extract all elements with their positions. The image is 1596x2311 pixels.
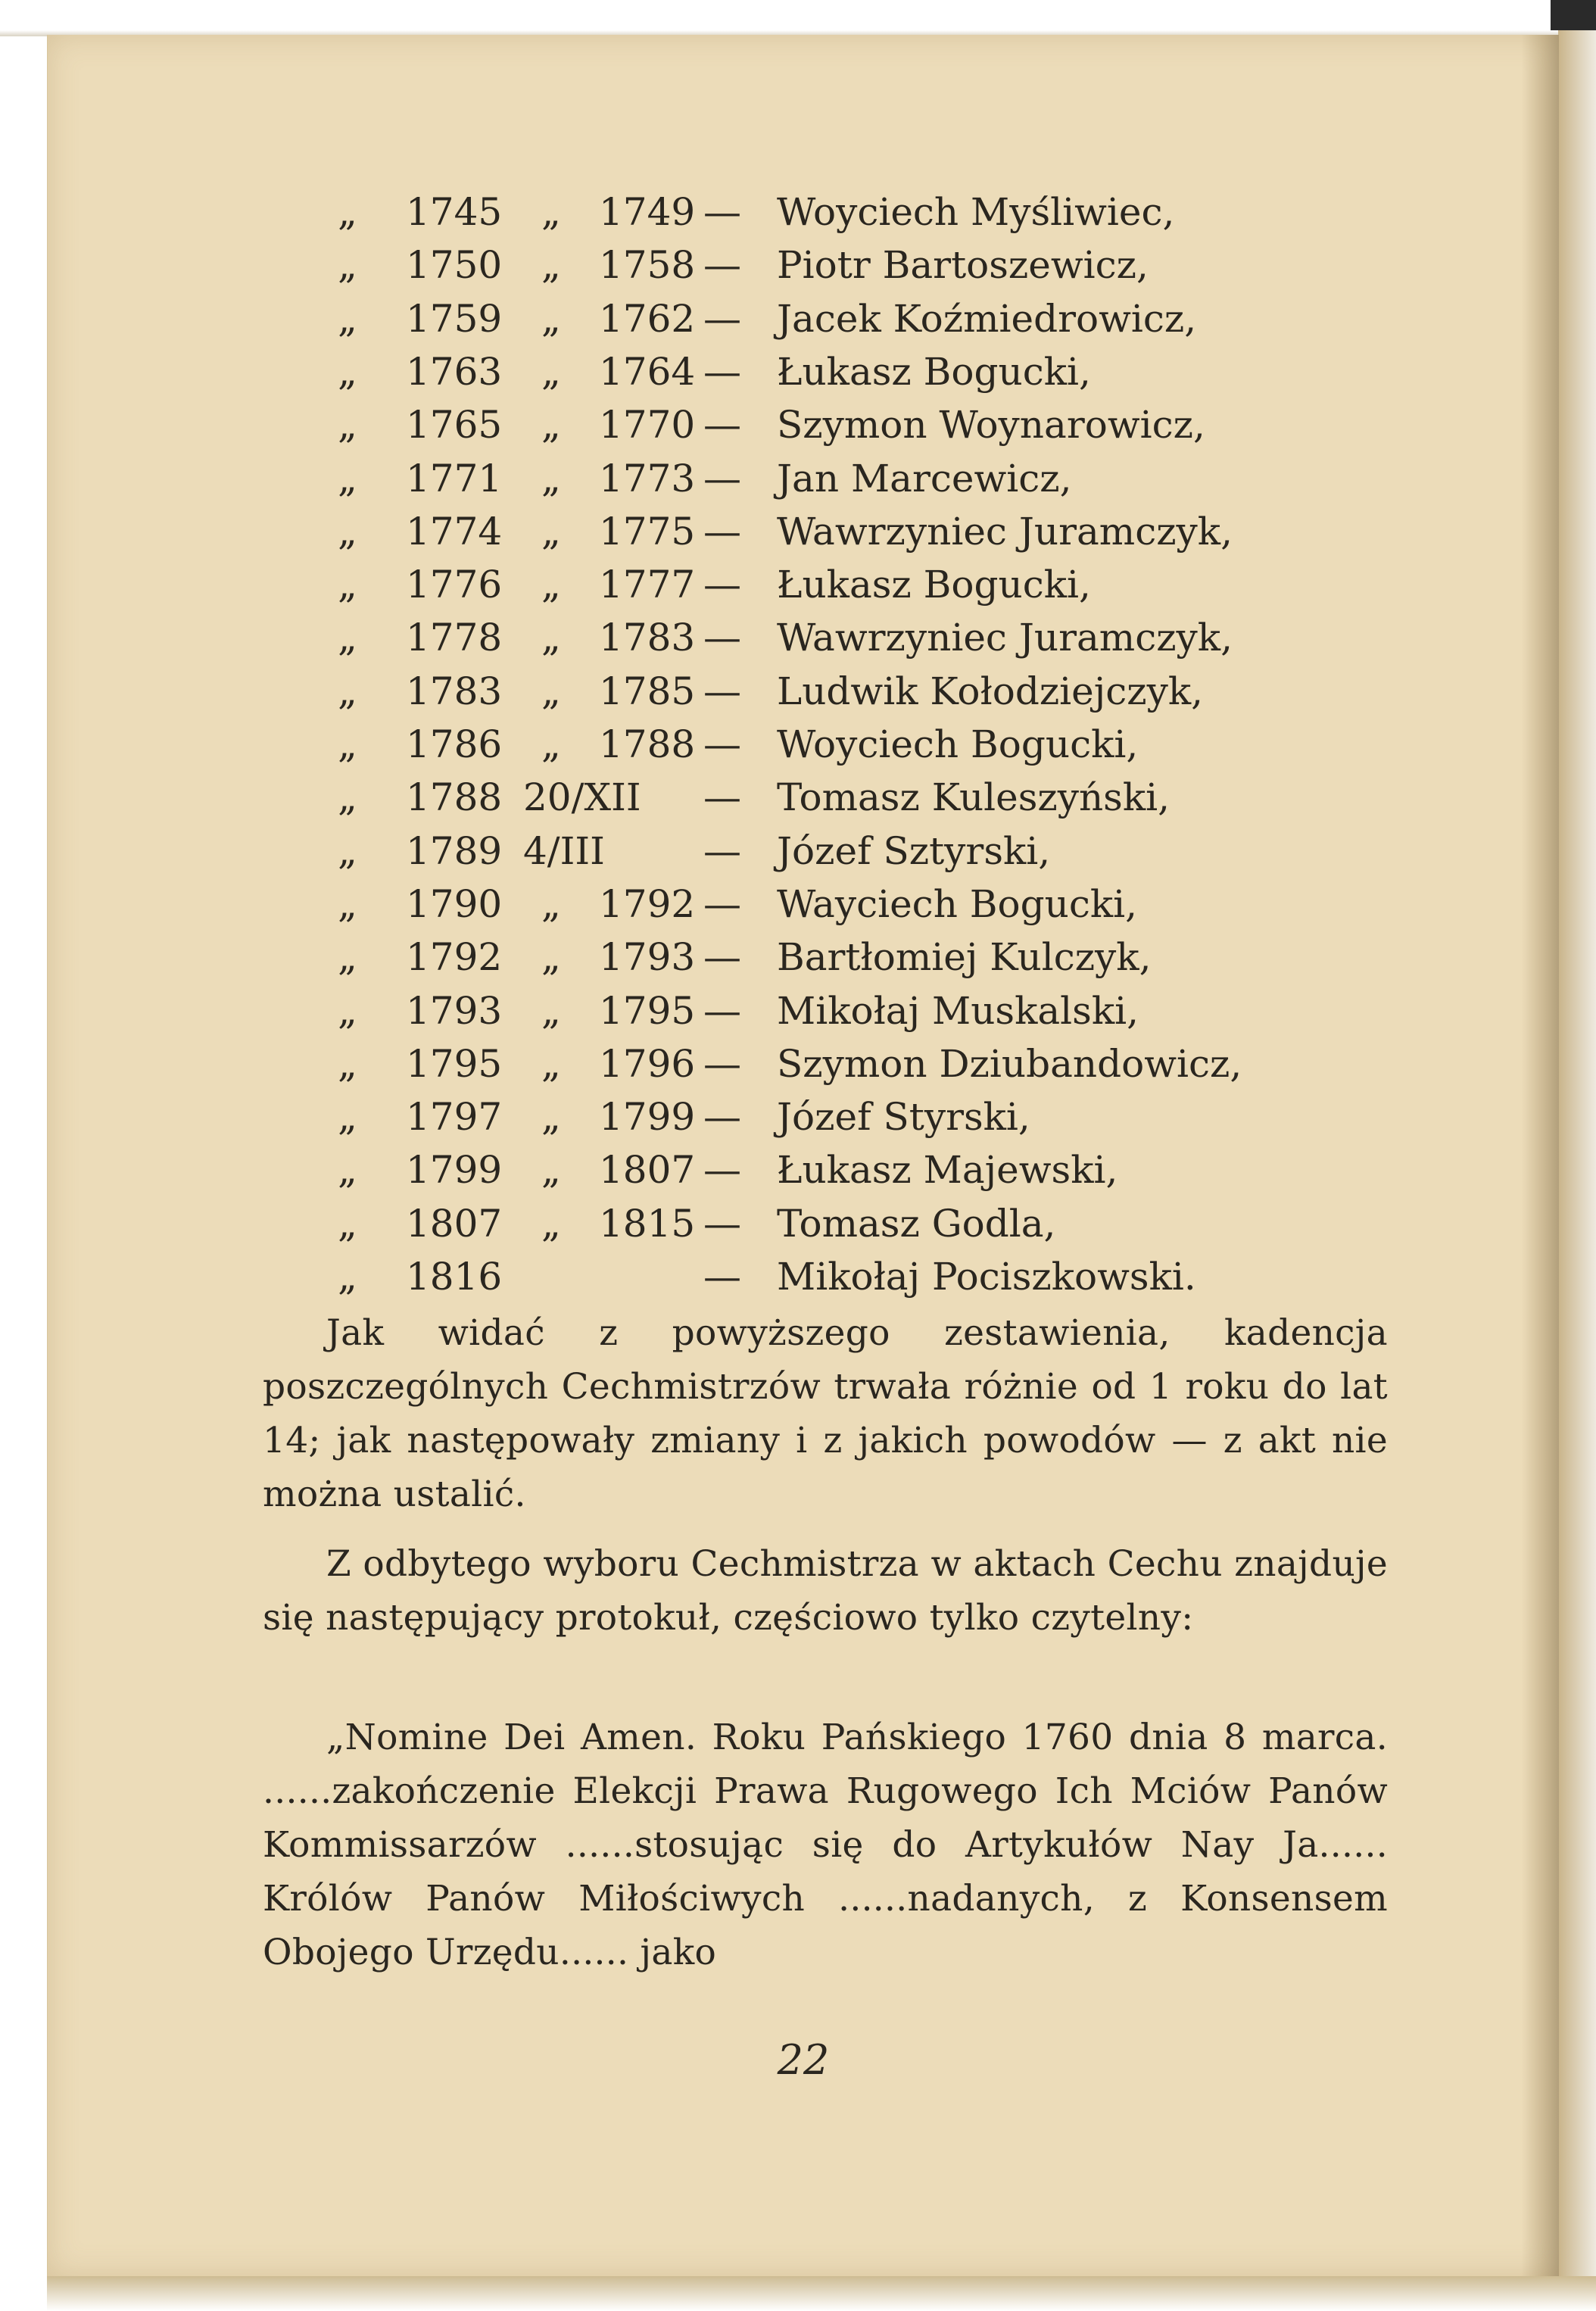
ditto-mark: „ (541, 456, 561, 501)
dash-separator: — (703, 349, 741, 394)
ditto-mark: „ (338, 881, 357, 926)
ditto-mark: „ (541, 1095, 561, 1140)
ditto-mark: „ (541, 1148, 561, 1193)
dash-separator: — (703, 403, 741, 448)
dash-separator: — (703, 988, 741, 1033)
year-from: 1750 (406, 243, 503, 288)
dash-separator: — (703, 616, 741, 660)
year-from: 1776 (406, 563, 503, 607)
year-to: 1758 (599, 243, 696, 288)
list-item (48, 1250, 1559, 1303)
year-to: 1815 (599, 1201, 696, 1246)
dash-separator: — (703, 775, 741, 820)
year-from: 1759 (406, 296, 503, 341)
ditto-mark: „ (338, 1041, 357, 1086)
cechmistrz-name: Mikołaj Pociszkowski. (777, 1255, 1196, 1299)
cechmistrz-name: Woyciech Myśliwiec, (777, 190, 1175, 234)
year-from: 1797 (406, 1095, 503, 1140)
ditto-mark: „ (541, 988, 561, 1033)
list-item (48, 611, 1559, 664)
scan-top-edge (0, 0, 1596, 36)
ditto-mark: „ (338, 775, 357, 820)
cechmistrz-name: Szymon Dziubandowicz, (777, 1041, 1242, 1086)
list-item (48, 1197, 1559, 1250)
list-item (48, 1037, 1559, 1090)
dash-separator: — (703, 935, 741, 980)
year-from: 1816 (406, 1255, 503, 1299)
dash-separator: — (703, 1255, 741, 1299)
ditto-mark: „ (338, 722, 357, 766)
year-from: 1778 (406, 616, 503, 660)
ditto-mark: „ (541, 881, 561, 926)
year-from: 1792 (406, 935, 503, 980)
year-from: 1789 (406, 828, 503, 873)
year-to: 1785 (599, 669, 696, 713)
list-item (48, 931, 1559, 984)
year-from: 1763 (406, 349, 503, 394)
ditto-mark: „ (541, 722, 561, 766)
year-from: 1788 (406, 775, 503, 820)
list-item (48, 186, 1559, 239)
cechmistrz-name: Wayciech Bogucki, (777, 881, 1138, 926)
cechmistrz-name: Mikołaj Muskalski, (777, 988, 1139, 1033)
cechmistrz-name: Łukasz Majewski, (777, 1148, 1118, 1193)
list-item (48, 771, 1559, 824)
dash-separator: — (703, 1041, 741, 1086)
paragraph-protocol-quote: „Nomine Dei Amen. Roku Pańskiego 1760 dnia 8 marca. ......zakończenie Elekcji Prawa Rugowego Ich Mciów Panów Kommissarzów ......stosując się do Artykułów Nay Ja...... Królów Panów Miłościwych ......nadanych, z Konsensem Obojego Urzędu...... jako (263, 1717, 1388, 1973)
year-from: 1771 (406, 456, 503, 501)
dash-separator: — (703, 881, 741, 926)
list-item (48, 1143, 1559, 1196)
year-from: 1793 (406, 988, 503, 1033)
year-from: 1765 (406, 403, 503, 448)
list-item (48, 452, 1559, 505)
year-from: 1786 (406, 722, 503, 766)
ditto-mark: „ (541, 509, 561, 554)
cechmistrz-name: Józef Styrski, (777, 1095, 1030, 1140)
cechmistrz-name: Jan Marcewicz, (777, 456, 1072, 501)
ditto-mark: „ (338, 563, 357, 607)
dash-separator: — (703, 828, 741, 873)
scan-bottom-edge (47, 2276, 1596, 2311)
ditto-mark: „ (541, 669, 561, 713)
year-to: 1783 (599, 616, 696, 660)
cechmistrz-name: Łukasz Bogucki, (777, 563, 1091, 607)
dash-separator: — (703, 563, 741, 607)
year-to: 1762 (599, 296, 696, 341)
year-from: 1790 (406, 881, 503, 926)
list-item (48, 825, 1559, 878)
dash-separator: — (703, 669, 741, 713)
ditto-mark: „ (541, 296, 561, 341)
list-item (48, 505, 1559, 558)
ditto-mark: „ (338, 1095, 357, 1140)
ditto-mark: „ (338, 349, 357, 394)
year-from: 1774 (406, 509, 503, 554)
year-from: 1795 (406, 1041, 503, 1086)
cechmistrz-name: Szymon Woynarowicz, (777, 403, 1205, 448)
list-item (48, 665, 1559, 718)
year-from: 1783 (406, 669, 503, 713)
ditto-mark: „ (338, 1148, 357, 1193)
list-item (48, 558, 1559, 611)
cechmistrz-name: Bartłomiej Kulczyk, (777, 935, 1152, 980)
ditto-mark: „ (541, 349, 561, 394)
ditto-mark: „ (541, 616, 561, 660)
ditto-mark: „ (541, 403, 561, 448)
year-from: 1799 (406, 1148, 503, 1193)
book-gutter (1558, 30, 1596, 2279)
year-to: 1807 (599, 1148, 696, 1193)
paragraph-cadence: Jak widać z powyższego zestawienia, kadencja poszczególnych Cechmistrzów trwała różnie od 1 roku do lat 14; jak następowały zmiany i z jakich powodów — z akt nie można ustalić. (263, 1312, 1388, 1515)
ditto-mark: „ (338, 1255, 357, 1299)
year-to: 1770 (599, 403, 696, 448)
dash-separator: — (703, 1095, 741, 1140)
cechmistrz-name: Wawrzyniec Juramczyk, (777, 509, 1233, 554)
year-to: 1764 (599, 349, 696, 394)
ditto-mark: „ (338, 296, 357, 341)
ditto-mark: „ (338, 935, 357, 980)
cechmistrz-name: Ludwik Kołodziejczyk, (777, 669, 1204, 713)
year-to: 1773 (599, 456, 696, 501)
ditto-mark: „ (541, 563, 561, 607)
paragraph-protocol-intro: Z odbytego wyboru Cechmistrza w aktach Cechu znajduje się następujący protokuł, częściowo tylko czytelny: (263, 1543, 1388, 1639)
list-item (48, 292, 1559, 345)
ditto-mark: „ (338, 669, 357, 713)
list-item (48, 239, 1559, 292)
dash-separator: — (703, 243, 741, 288)
ditto-mark: „ (338, 190, 357, 234)
list-item (48, 718, 1559, 771)
cechmistrz-name: Józef Sztyrski, (777, 828, 1051, 873)
ditto-mark: „ (338, 616, 357, 660)
ditto-mark: „ (541, 1201, 561, 1246)
dash-separator: — (703, 1148, 741, 1193)
year-to: 1799 (599, 1095, 696, 1140)
dash-separator: — (703, 456, 741, 501)
ditto-mark: „ (338, 509, 357, 554)
ditto-mark: „ (541, 935, 561, 980)
dash-separator: — (703, 1201, 741, 1246)
ditto-mark: „ (338, 243, 357, 288)
page-number: 22 (777, 2036, 830, 2084)
year-from: 1807 (406, 1201, 503, 1246)
year-to: 1796 (599, 1041, 696, 1086)
ditto-mark: „ (541, 190, 561, 234)
cechmistrz-name: Tomasz Godla, (777, 1201, 1056, 1246)
list-item (48, 345, 1559, 398)
cechmistrz-name: Łukasz Bogucki, (777, 349, 1091, 394)
year-to: 1788 (599, 722, 696, 766)
ditto-mark: „ (338, 988, 357, 1033)
year-to: 1775 (599, 509, 696, 554)
cechmistrz-name: Wawrzyniec Juramczyk, (777, 616, 1233, 660)
year-to: 1792 (599, 881, 696, 926)
list-item (48, 398, 1559, 451)
year-to: 1793 (599, 935, 696, 980)
year-to: 1749 (599, 190, 696, 234)
cechmistrz-name: Piotr Bartoszewicz, (777, 243, 1149, 288)
cechmistrz-name: Tomasz Kuleszyński, (777, 775, 1171, 820)
scan-dark-corner (1551, 0, 1596, 30)
ditto-mark: „ (338, 1201, 357, 1246)
dash-separator: — (703, 190, 741, 234)
year-to: 4/III (523, 828, 605, 873)
ditto-mark: „ (541, 243, 561, 288)
list-item (48, 878, 1559, 931)
ditto-mark: „ (338, 828, 357, 873)
year-to: 1777 (599, 563, 696, 607)
list-item (48, 984, 1559, 1037)
year-from: 1745 (406, 190, 503, 234)
year-to: 20/XII (523, 775, 641, 820)
cechmistrz-name: Jacek Koźmiedrowicz, (777, 296, 1197, 341)
dash-separator: — (703, 722, 741, 766)
book-page (47, 35, 1559, 2276)
cechmistrz-name: Woyciech Bogucki, (777, 722, 1139, 766)
ditto-mark: „ (338, 456, 357, 501)
ditto-mark: „ (541, 1041, 561, 1086)
dash-separator: — (703, 509, 741, 554)
ditto-mark: „ (338, 403, 357, 448)
year-to: 1795 (599, 988, 696, 1033)
list-item (48, 1090, 1559, 1143)
dash-separator: — (703, 296, 741, 341)
